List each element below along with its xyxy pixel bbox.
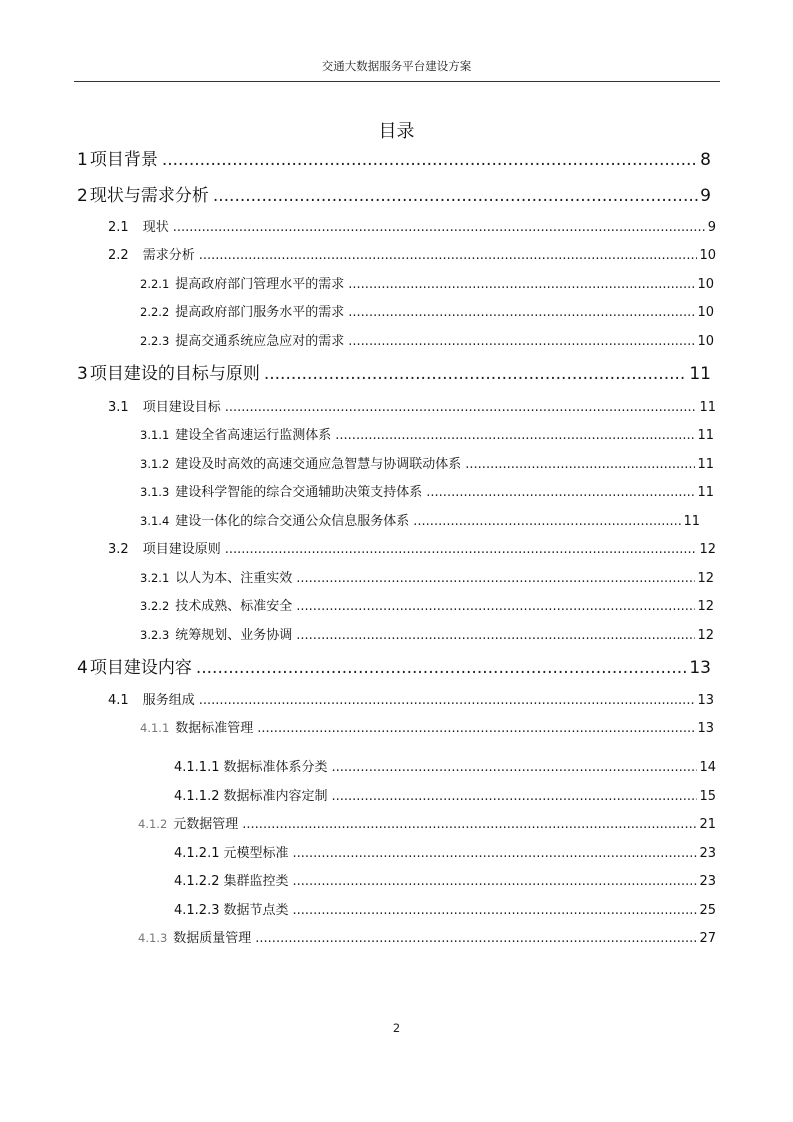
toc-dot-leader — [257, 721, 695, 736]
toc-entry-title: 数据质量管理 — [173, 931, 252, 946]
toc-dot-leader — [225, 542, 698, 557]
toc-entry-page: 9 — [707, 220, 716, 235]
toc-dot-leader — [293, 903, 698, 918]
toc-title: 目录 — [378, 121, 415, 142]
toc-dot-leader — [293, 874, 698, 889]
toc-entry-title: 建设全省高速运行监测体系 — [175, 428, 332, 443]
toc-entry-title: 服务组成 — [142, 693, 195, 708]
toc-entry-page: 21 — [699, 817, 716, 832]
toc-entry-page: 14 — [699, 760, 716, 775]
toc-entry-page: 11 — [699, 400, 716, 415]
toc-entry-number: 2.2.2 — [140, 305, 170, 319]
toc-entry-number: 2.2.1 — [140, 277, 170, 291]
toc-entry-title: 提高政府部门服务水平的需求 — [175, 305, 345, 320]
toc-entry[interactable] — [138, 813, 716, 832]
toc-entry[interactable] — [174, 785, 716, 804]
toc-entry[interactable] — [140, 624, 714, 643]
toc-entry-number: 4.1.2.1 — [174, 846, 220, 861]
toc-entry-number: 4.1 — [108, 693, 129, 708]
toc-entry[interactable] — [108, 244, 716, 263]
toc-entry[interactable] — [108, 538, 716, 557]
toc-dot-leader — [413, 514, 681, 529]
toc-entry-page: 12 — [697, 628, 714, 643]
toc-entry-page: 11 — [697, 457, 714, 472]
toc-entry-title: 项目建设原则 — [142, 542, 221, 557]
toc-entry-page: 27 — [699, 931, 716, 946]
toc-entry-title: 提高交通系统应急应对的需求 — [175, 334, 345, 349]
toc-entry-number: 3.1.4 — [140, 514, 170, 528]
toc-dot-leader — [296, 571, 695, 586]
toc-entry-page: 15 — [699, 789, 716, 804]
toc-dot-leader — [293, 846, 698, 861]
toc-dot-leader — [225, 400, 698, 415]
toc-dot-leader — [332, 760, 698, 775]
toc-entry-page: 12 — [697, 571, 714, 586]
toc-dot-leader — [348, 277, 695, 292]
toc-entry-title: 提高政府部门管理水平的需求 — [175, 277, 345, 292]
toc-entry-number: 2.2.3 — [140, 334, 170, 348]
toc-dot-leader — [196, 658, 688, 678]
toc-entry-page: 12 — [697, 599, 714, 614]
toc-dot-leader — [199, 248, 698, 263]
toc-dot-leader — [255, 931, 697, 946]
toc-entry-number: 2 — [77, 186, 88, 206]
toc-entry-page: 25 — [699, 903, 716, 918]
header-rule — [74, 81, 720, 82]
toc-dot-leader — [264, 364, 688, 384]
toc-entry-title: 以人为本、注重实效 — [175, 571, 293, 586]
toc-entry-number: 2.2 — [108, 248, 129, 263]
toc-entry-number: 3.2.3 — [140, 628, 170, 642]
toc-entry[interactable] — [140, 301, 714, 320]
toc-entry-page: 10 — [699, 248, 716, 263]
toc-entry-page: 11 — [697, 485, 714, 500]
toc-entry[interactable] — [108, 396, 716, 415]
toc-entry[interactable] — [138, 927, 716, 946]
toc-entry-page: 23 — [699, 874, 716, 889]
page-header: 交通大数据服务平台建设方案 — [321, 59, 472, 73]
toc-entry-page: 23 — [699, 846, 716, 861]
toc-entry[interactable] — [77, 181, 711, 206]
toc-entry-title: 现状 — [142, 220, 169, 235]
toc-entry[interactable] — [174, 899, 716, 918]
toc-entry-title: 数据标准内容定制 — [223, 789, 328, 804]
toc-entry[interactable] — [108, 216, 716, 235]
toc-entry-number: 4.1.2.3 — [174, 903, 220, 918]
toc-entry-title: 项目建设内容 — [89, 658, 192, 678]
toc-entry-title: 建设一体化的综合交通公众信息服务体系 — [175, 514, 410, 529]
toc-entry[interactable] — [77, 359, 711, 384]
toc-entry[interactable] — [174, 842, 716, 861]
toc-entry[interactable] — [108, 689, 714, 708]
toc-entry-title: 需求分析 — [142, 248, 195, 263]
toc-entry-page: 11 — [683, 514, 700, 529]
toc-entry[interactable] — [140, 330, 714, 349]
toc-entry-number: 1 — [77, 150, 88, 170]
toc-entry-page: 11 — [689, 364, 711, 384]
toc-entry-number: 4.1.2.2 — [174, 874, 220, 889]
toc-dot-leader — [213, 186, 698, 206]
toc-dot-leader — [296, 628, 695, 643]
toc-entry-page: 13 — [697, 693, 714, 708]
toc-entry-number: 3 — [77, 364, 88, 384]
toc-entry-title: 现状与需求分析 — [89, 186, 209, 206]
toc-entry-page: 9 — [700, 186, 711, 206]
toc-entry-page: 11 — [697, 428, 714, 443]
toc-entry[interactable] — [174, 756, 716, 775]
toc-dot-leader — [332, 789, 698, 804]
toc-entry-title: 数据节点类 — [223, 903, 289, 918]
toc-entry-title: 项目背景 — [89, 150, 158, 170]
toc-entry-number: 3.2.2 — [140, 599, 170, 613]
toc-dot-leader — [348, 334, 695, 349]
toc-entry-title: 元数据管理 — [173, 817, 239, 832]
toc-dot-leader — [426, 485, 695, 500]
toc-entry-number: 3.1.2 — [140, 457, 170, 471]
toc-entry-title: 集群监控类 — [223, 874, 289, 889]
toc-entry[interactable] — [140, 453, 714, 472]
toc-entry-title: 建设科学智能的综合交通辅助决策支持体系 — [175, 485, 423, 500]
toc-entry-page: 13 — [697, 721, 714, 736]
toc-dot-leader — [162, 150, 698, 170]
toc-entry-number: 4.1.2 — [138, 817, 168, 831]
toc-dot-leader — [335, 428, 695, 443]
toc-entry[interactable] — [140, 567, 714, 586]
toc-entry-page: 12 — [699, 542, 716, 557]
toc-dot-leader — [296, 599, 695, 614]
toc-entry[interactable] — [174, 870, 716, 889]
toc-entry-title: 技术成熟、标准安全 — [175, 599, 293, 614]
toc-dot-leader — [173, 220, 706, 235]
toc-dot-leader — [465, 457, 695, 472]
toc-entry[interactable] — [140, 273, 714, 292]
toc-entry-number: 3.1.3 — [140, 485, 170, 499]
toc-entry-page: 10 — [697, 305, 714, 320]
toc-entry[interactable] — [140, 481, 714, 500]
toc-entry-title: 元模型标准 — [223, 846, 289, 861]
toc-entry-number: 4 — [77, 658, 88, 678]
toc-dot-leader — [242, 817, 697, 832]
toc-entry[interactable] — [140, 595, 714, 614]
page-number: 2 — [392, 1021, 401, 1035]
toc-entry-number: 4.1.1.2 — [174, 789, 220, 804]
toc-entry[interactable] — [77, 145, 711, 170]
toc-entry-page: 13 — [689, 658, 711, 678]
toc-entry-title: 项目建设的目标与原则 — [89, 364, 260, 384]
toc-entry-title: 统筹规划、业务协调 — [175, 628, 293, 643]
toc-dot-leader — [348, 305, 695, 320]
toc-entry-title: 数据标准体系分类 — [223, 760, 328, 775]
toc-entry[interactable] — [140, 717, 714, 736]
toc-entry[interactable] — [140, 510, 700, 529]
toc-entry-title: 建设及时高效的高速交通应急智慧与协调联动体系 — [175, 457, 462, 472]
toc-entry-number: 3.1.1 — [140, 428, 170, 442]
toc-entry-number: 4.1.1.1 — [174, 760, 220, 775]
toc-entry-title: 数据标准管理 — [175, 721, 254, 736]
toc-entry-number: 4.1.1 — [140, 721, 170, 735]
toc-entry-number: 3.1 — [108, 400, 129, 415]
toc-entry[interactable] — [140, 424, 714, 443]
toc-entry-number: 3.2.1 — [140, 571, 170, 585]
toc-entry-page: 10 — [697, 277, 714, 292]
toc-entry-page: 10 — [697, 334, 714, 349]
toc-entry-number: 4.1.3 — [138, 931, 168, 945]
toc-entry-number: 3.2 — [108, 542, 129, 557]
toc-entry-page: 8 — [700, 150, 711, 170]
toc-entry[interactable] — [77, 653, 711, 678]
toc-entry-title: 项目建设目标 — [142, 400, 221, 415]
toc-entry-number: 2.1 — [108, 220, 129, 235]
toc-dot-leader — [199, 693, 696, 708]
